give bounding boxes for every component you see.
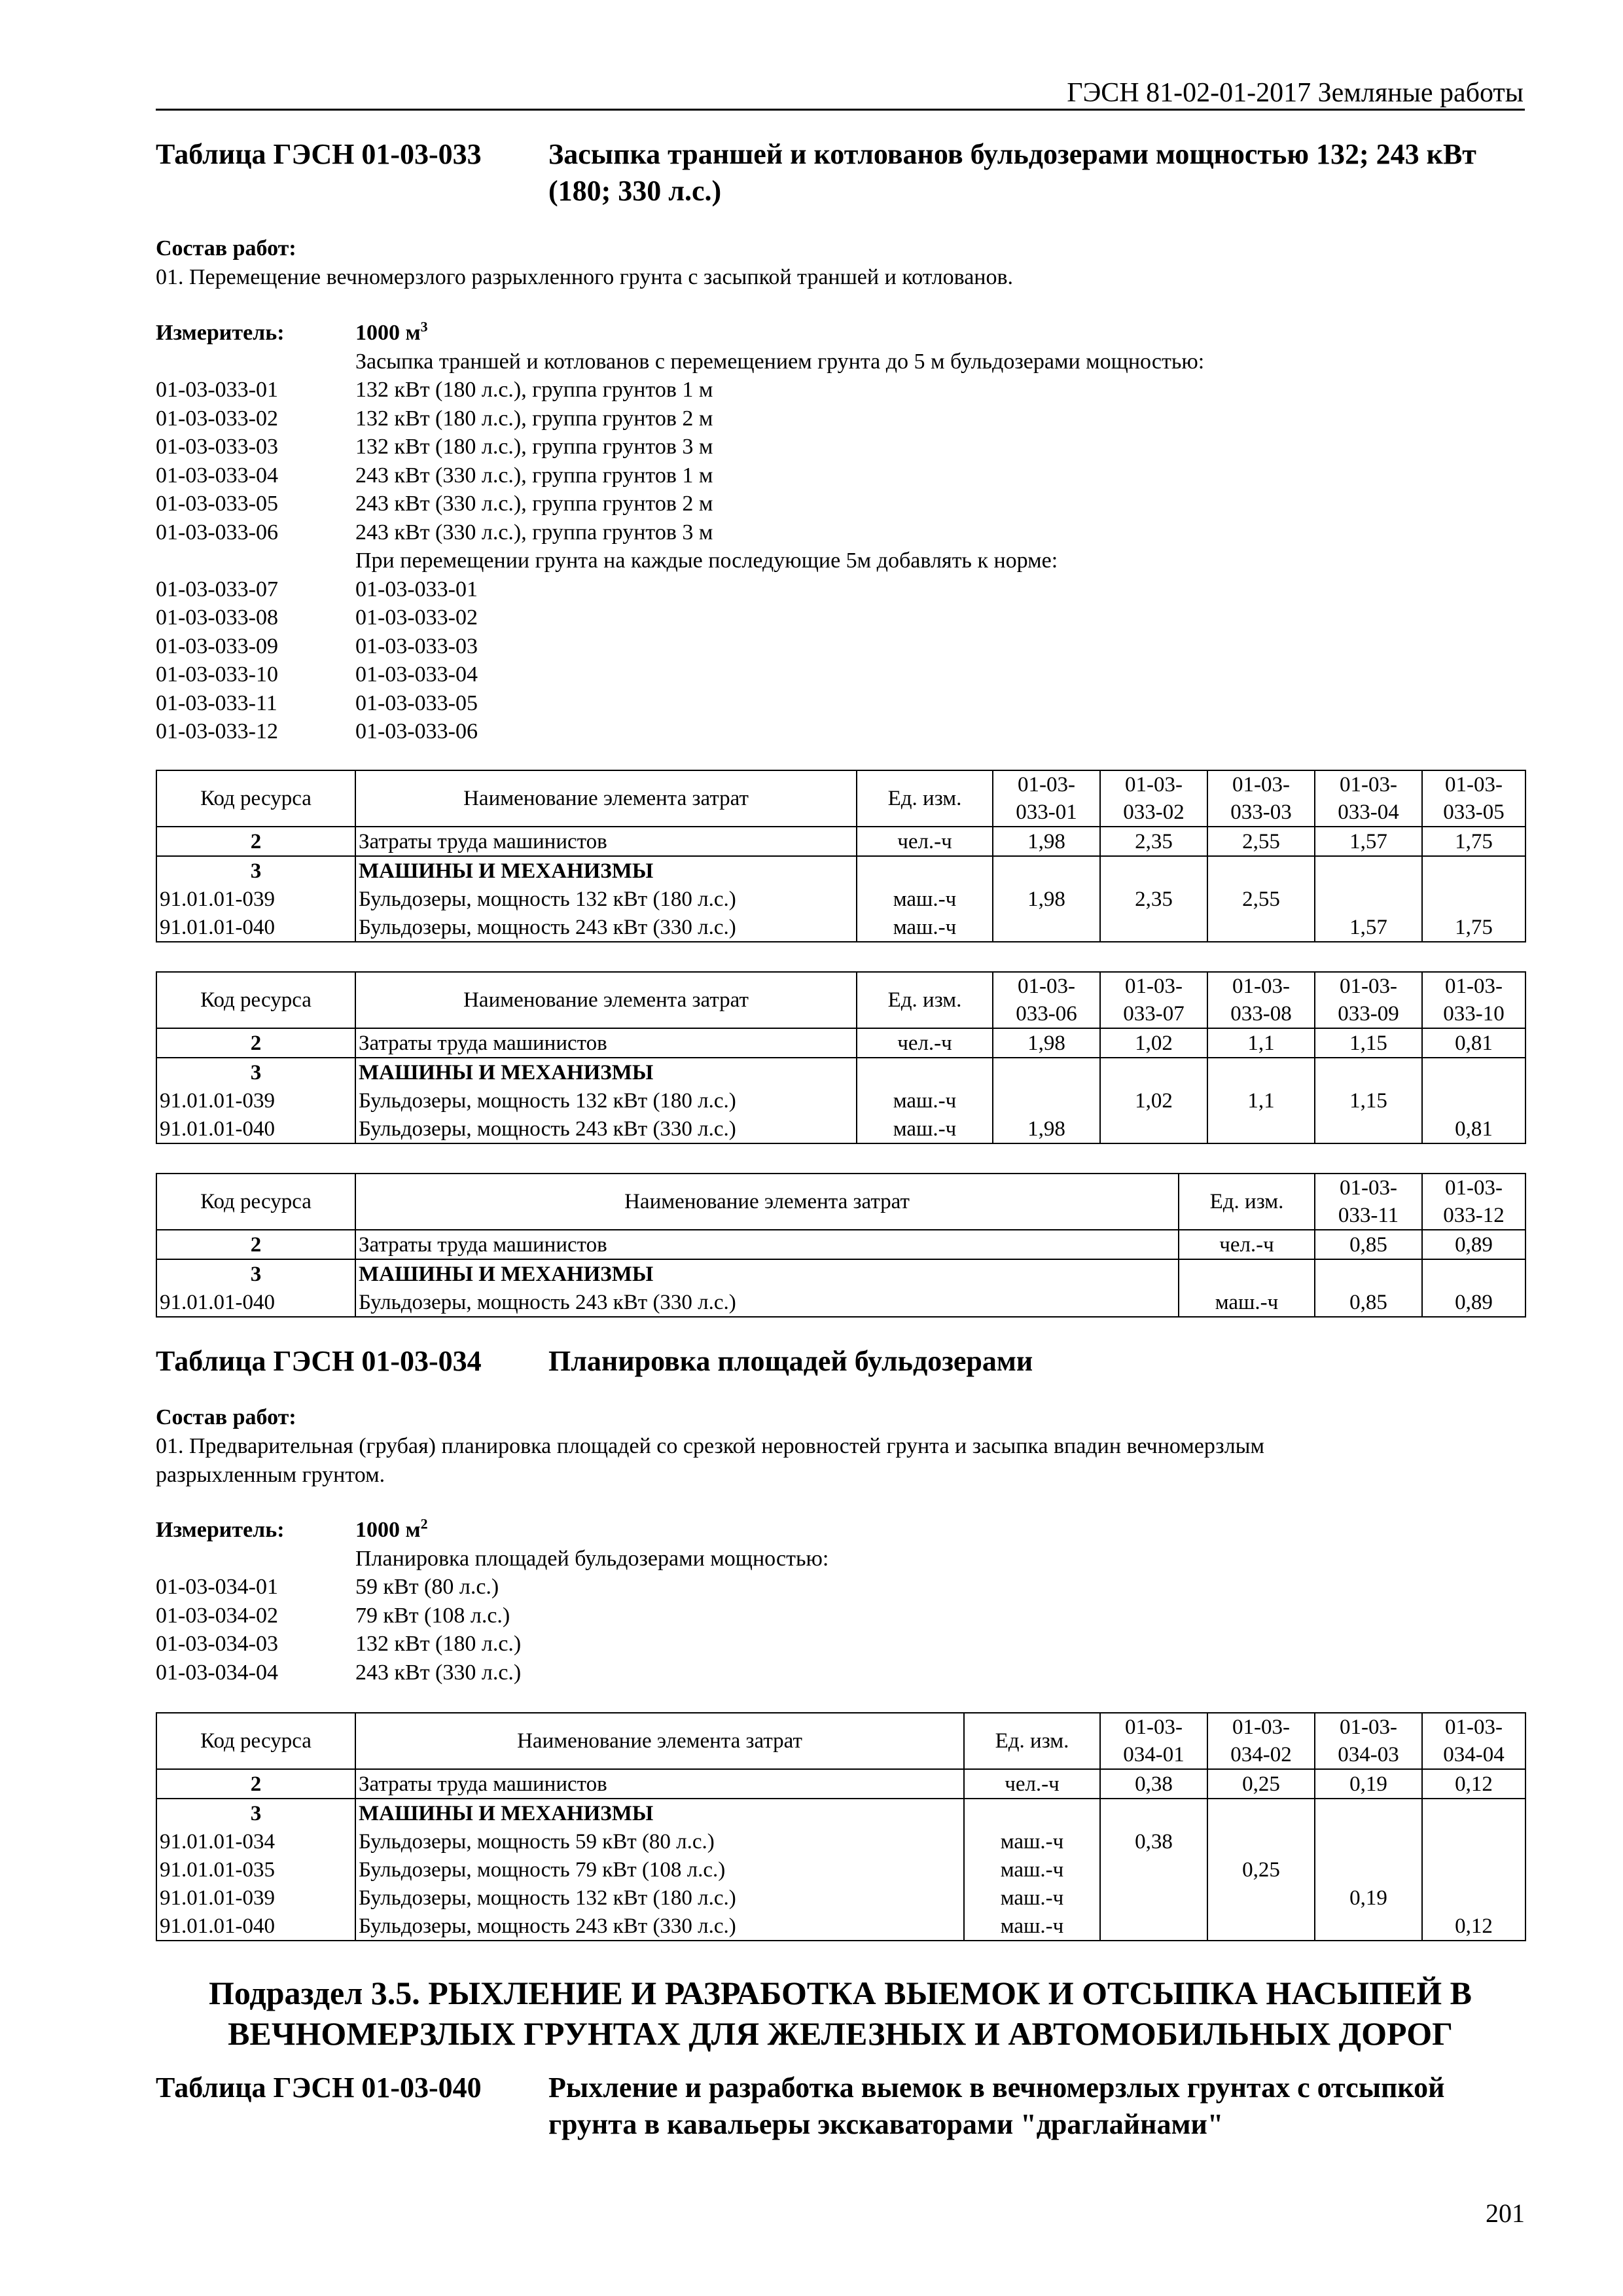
norm-row: 01-03-033-11 01-03-033-05 xyxy=(156,691,478,715)
table-040-heading xyxy=(156,2070,1525,2143)
table-row: 91.01.01-035 Бульдозеры, мощность 79 кВт (108 л.с.) маш.-ч 0,25 xyxy=(156,1856,1525,1884)
page-number: 201 xyxy=(1486,2198,1525,2228)
table-header-row: Код ресурса Наименование элемента затрат Ед. изм. 01-03- 033-06 01-03- 033-07 01-03- 033-08 01-03- 033-09 01-03- 033-10 xyxy=(156,972,1525,1028)
norm-intro-additional: При перемещении грунта на каждые последующие 5м добавлять к норме: xyxy=(355,548,1058,573)
table-034-title: Планировка площадей бульдозерами xyxy=(548,1345,1033,1377)
table-row: 2 Затраты труда машинистов чел.-ч 0,85 0,89 xyxy=(156,1230,1525,1259)
norm-row: 01-03-033-01 132 кВт (180 л.с.), группа грунтов 1 м xyxy=(156,378,713,402)
table-header-row: Код ресурса Наименование элемента затрат Ед. изм. 01-03- 033-11 01-03- 033-12 xyxy=(156,1174,1525,1230)
resource-table-033-2 xyxy=(156,971,1526,1144)
norm-row: 01-03-033-06 243 кВт (330 л.с.), группа грунтов 3 м xyxy=(156,520,713,545)
table-row: 91.01.01-040 Бульдозеры, мощность 243 кВт (330 л.с.) маш.-ч 0,85 0,89 xyxy=(156,1288,1525,1317)
norm-row: 01-03-033-02 132 кВт (180 л.с.), группа грунтов 2 м xyxy=(156,406,713,431)
table-034-heading xyxy=(156,1343,1525,1380)
norm-row: 01-03-033-10 01-03-033-04 xyxy=(156,662,478,687)
table-row: 3 МАШИНЫ И МЕХАНИЗМЫ xyxy=(156,856,1525,885)
table-034-norms xyxy=(156,1516,1525,1687)
norm-row: 01-03-033-09 01-03-033-03 xyxy=(156,634,478,658)
table-header-row: Код ресурса Наименование элемента затрат Ед. изм. 01-03- 034-01 01-03- 034-02 01-03- 034-03 01-03- 034-04 xyxy=(156,1713,1525,1769)
resource-table-033-3 xyxy=(156,1173,1526,1318)
table-033-composition xyxy=(156,234,1525,292)
measure-value: 1000 $м^2$ xyxy=(355,1515,428,1542)
composition-text: 01. Предварительная (грубая) планировка площадей со срезкой неровностей грунта и засыпка впадин вечномерзлым разрыхленным грунтом. xyxy=(156,1434,1265,1487)
table-row: 91.01.01-039 Бульдозеры, мощность 132 кВт (180 л.с.) маш.-ч 1,02 1,1 1,15 xyxy=(156,1086,1525,1115)
table-033-code: Таблица ГЭСН 01-03-033 xyxy=(156,138,482,170)
table-header-row: Код ресурса Наименование элемента затрат Ед. изм. 01-03- 033-01 01-03- 033-02 01-03- 033-03 01-03- 033-04 01-03- 033-05 xyxy=(156,770,1525,827)
table-row: 2 Затраты труда машинистов чел.-ч 0,38 0,25 0,19 0,12 xyxy=(156,1769,1525,1799)
table-row: 91.01.01-040 Бульдозеры, мощность 243 кВт (330 л.с.) маш.-ч 0,12 xyxy=(156,1912,1525,1941)
norm-intro: Планировка площадей бульдозерами мощностью: xyxy=(355,1546,829,1571)
table-row: 3 МАШИНЫ И МЕХАНИЗМЫ xyxy=(156,1259,1525,1288)
norm-row: 01-03-034-02 79 кВт (108 л.с.) xyxy=(156,1603,510,1628)
table-034-code: Таблица ГЭСН 01-03-034 xyxy=(156,1345,482,1377)
norm-row: 01-03-033-05 243 кВт (330 л.с.), группа грунтов 2 м xyxy=(156,492,713,516)
composition-text: 01. Перемещение вечномерзлого разрыхленного грунта с засыпкой траншей и котлованов. xyxy=(156,265,1014,289)
header-rule xyxy=(156,109,1525,111)
table-row: 3 МАШИНЫ И МЕХАНИЗМЫ xyxy=(156,1799,1525,1827)
table-row: 3 МАШИНЫ И МЕХАНИЗМЫ xyxy=(156,1058,1525,1086)
measure-value: 1000 $м^3$ xyxy=(355,318,428,345)
norm-row: 01-03-033-04 243 кВт (330 л.с.), группа грунтов 1 м xyxy=(156,463,713,488)
norm-row: 01-03-034-03 132 кВт (180 л.с.) xyxy=(156,1632,522,1656)
composition-label: Состав работ: xyxy=(156,236,296,260)
table-row: 91.01.01-040 Бульдозеры, мощность 243 кВт (330 л.с.) маш.-ч 1,57 1,75 xyxy=(156,913,1525,942)
table-033-heading xyxy=(156,136,1525,209)
running-header: ГЭСН 81-02-01-2017 Земляные работы xyxy=(1067,78,1524,108)
measure-label: Измеритель: xyxy=(156,1518,285,1542)
table-row: 2 Затраты труда машинистов чел.-ч 1,98 2,35 2,55 1,57 1,75 xyxy=(156,827,1525,856)
composition-label: Состав работ: xyxy=(156,1405,296,1429)
norm-row: 01-03-034-01 59 кВт (80 л.с.) xyxy=(156,1575,499,1599)
table-row: 91.01.01-039 Бульдозеры, мощность 132 кВт (180 л.с.) маш.-ч 0,19 xyxy=(156,1884,1525,1912)
table-row: 2 Затраты труда машинистов чел.-ч 1,98 1,02 1,1 1,15 0,81 xyxy=(156,1028,1525,1058)
norm-row: 01-03-033-12 01-03-033-06 xyxy=(156,719,478,744)
norm-row: 01-03-033-08 01-03-033-02 xyxy=(156,605,478,630)
table-034-composition xyxy=(156,1403,1525,1490)
norm-intro: Засыпка траншей и котлованов с перемещением грунта до 5 м бульдозерами мощностью: xyxy=(355,349,1205,374)
table-040-title: Рыхление и разработка выемок в вечномерзлых грунтах с отсыпкой грунта в кавальеры экскаваторами "драглайнами" xyxy=(548,2072,1445,2140)
norm-row: 01-03-034-04 243 кВт (330 л.с.) xyxy=(156,1660,522,1685)
table-033-title: Засыпка траншей и котлованов бульдозерами мощностью 132; 243 кВт (180; 330 л.с.) xyxy=(548,138,1476,207)
table-row: 91.01.01-034 Бульдозеры, мощность 59 кВт (80 л.с.) маш.-ч 0,38 xyxy=(156,1827,1525,1856)
norm-row: 01-03-033-03 132 кВт (180 л.с.), группа грунтов 3 м xyxy=(156,435,713,459)
resource-table-034 xyxy=(156,1712,1526,1941)
measure-label: Измеритель: xyxy=(156,321,285,345)
resource-table-033-1 xyxy=(156,770,1526,942)
table-row: 91.01.01-040 Бульдозеры, мощность 243 кВт (330 л.с.) маш.-ч 1,98 0,81 xyxy=(156,1115,1525,1143)
table-033-norms xyxy=(156,319,1525,746)
table-row: 91.01.01-039 Бульдозеры, мощность 132 кВт (180 л.с.) маш.-ч 1,98 2,35 2,55 xyxy=(156,885,1525,913)
norm-row: 01-03-033-07 01-03-033-01 xyxy=(156,577,478,601)
subsection-heading: Подраздел 3.5. РЫХЛЕНИЕ И РАЗРАБОТКА ВЫЕМОК И ОТСЫПКА НАСЫПЕЙ В ВЕЧНОМЕРЗЛЫХ ГРУНТАХ ДЛЯ ЖЕЛЕЗНЫХ И АВТОМОБИЛЬНЫХ ДОРОГ xyxy=(208,1975,1472,2052)
table-040-code: Таблица ГЭСН 01-03-040 xyxy=(156,2072,482,2104)
